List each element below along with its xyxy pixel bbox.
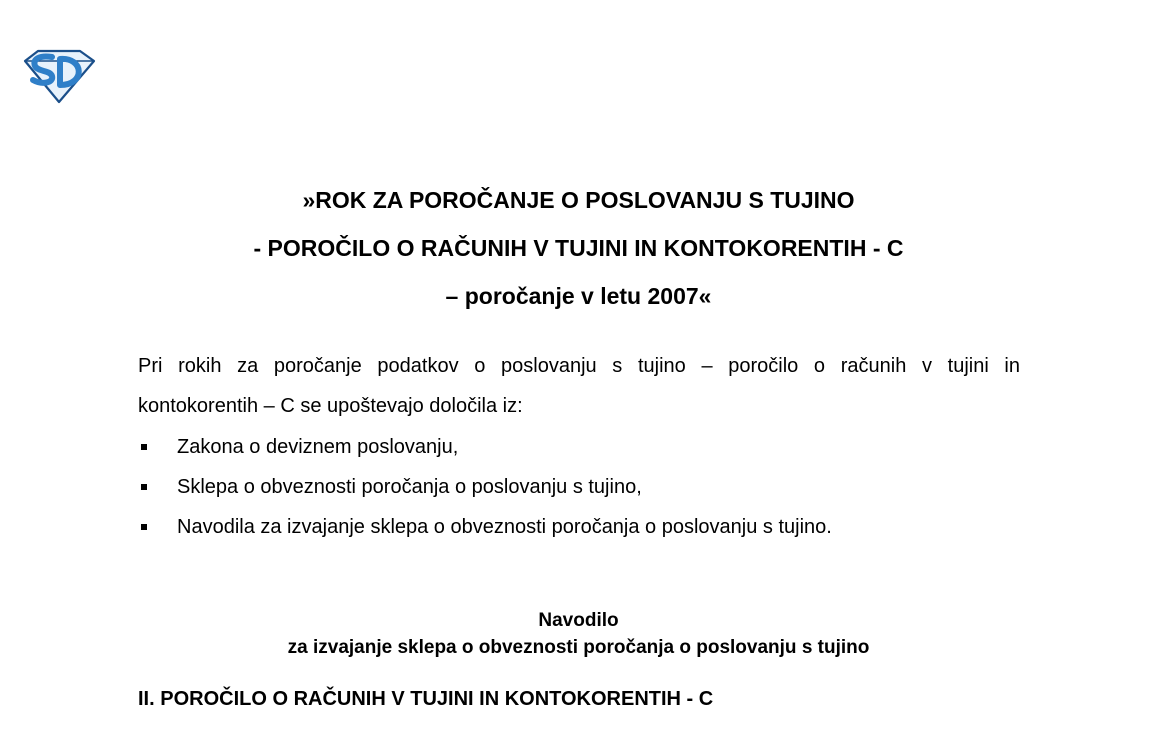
list-item bbox=[138, 427, 832, 467]
list-item-text: Zakona o deviznem poslovanju, bbox=[177, 436, 459, 458]
section-heading: II. POROČILO O RAČUNIH V TUJINI IN KONTOKORENTIH - C bbox=[138, 688, 714, 710]
square-bullet-icon bbox=[141, 484, 147, 490]
square-bullet-icon bbox=[141, 444, 147, 450]
sd-shield-logo-icon bbox=[22, 47, 96, 105]
intro-line-1: Pri rokih za poročanje podatkov o poslovanju s tujino – poročilo o računih v tujini in bbox=[138, 355, 1020, 377]
regulation-list bbox=[138, 427, 832, 547]
navodilo-subtitle: za izvajanje sklepa o obveznosti poročanja o poslovanju s tujino bbox=[287, 637, 870, 658]
list-item-text: Sklepa o obveznosti poročanja o poslovanju s tujino, bbox=[177, 476, 642, 498]
title-line-1: »ROK ZA POROČANJE O POSLOVANJU S TUJINO bbox=[302, 187, 855, 213]
title-line-3: – poročanje v letu 2007« bbox=[445, 283, 712, 309]
square-bullet-icon bbox=[141, 524, 147, 530]
navodilo-title: Navodilo bbox=[538, 610, 619, 631]
intro-line-2: kontokorentih – C se upoštevajo določila iz: bbox=[138, 395, 523, 417]
intro-paragraph bbox=[138, 346, 1020, 426]
list-item bbox=[138, 507, 832, 547]
list-item bbox=[138, 467, 832, 507]
list-item-text: Navodila za izvajanje sklepa o obveznosti poročanja o poslovanju s tujino. bbox=[177, 516, 832, 538]
title-line-2: - POROČILO O RAČUNIH V TUJINI IN KONTOKORENTIH - C bbox=[253, 235, 904, 261]
